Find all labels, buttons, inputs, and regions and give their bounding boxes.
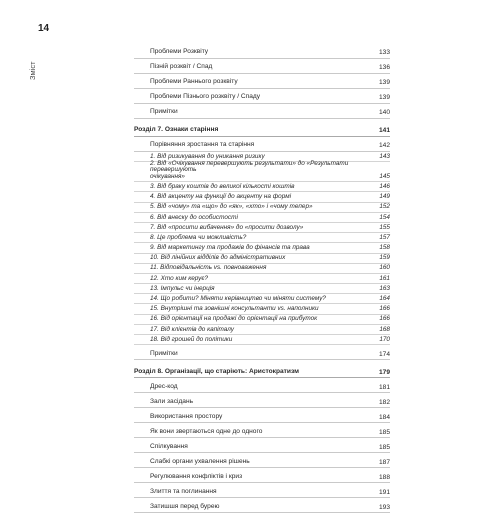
toc-entry-title: 8. Це проблема чи можливість? <box>150 233 247 241</box>
toc-entry-title: Розділ 8. Організації, що старіють: Аристократизм <box>134 367 299 375</box>
toc-page-number: 185 <box>378 443 390 451</box>
toc-entry-title: Примітки <box>150 108 178 116</box>
toc-page-number: 154 <box>379 213 390 221</box>
toc-subsection-row <box>134 159 390 182</box>
toc-page-number: 185 <box>378 428 390 436</box>
toc-page-number: 146 <box>379 182 390 190</box>
toc-entry-title: Використання простору <box>150 412 223 420</box>
toc-subsection-row <box>134 203 390 213</box>
toc-section-row <box>134 59 390 74</box>
toc-entry-title: 6. Від внеску до особистості <box>150 213 238 221</box>
toc-entry-title: 9. Від маркетингу та продажів до фінансів та права <box>150 244 310 252</box>
toc-page-number: 149 <box>379 193 390 201</box>
toc-page-number: 187 <box>378 458 390 466</box>
toc-page-number: 155 <box>379 223 390 231</box>
toc-page-number: 158 <box>379 244 390 252</box>
toc-entry-title: Розділ 7. Ознаки старіння <box>134 126 219 134</box>
toc-page-number: 182 <box>378 398 390 406</box>
toc-entry-title: Проблеми Пізнього розквіту / Спаду <box>150 93 261 101</box>
toc-section-row <box>134 378 390 393</box>
toc-entry-title: 12. Хто ким керує? <box>150 274 209 282</box>
toc-page-number: 160 <box>379 264 390 272</box>
toc-section-row <box>134 44 390 59</box>
toc-entry-title: Злиття та поглинання <box>150 487 217 495</box>
toc-section-row <box>134 345 390 360</box>
toc-entry-title: Проблеми Розквіту <box>150 48 209 56</box>
toc-page-number: 133 <box>378 49 390 57</box>
toc-page-number: 140 <box>378 109 390 117</box>
toc-entry-title: 15. Внутрішні та зовнішні консультанти vs. наполники <box>150 305 319 313</box>
toc-entry-title: Дрес-код <box>150 382 178 390</box>
toc-entry-title: Затишшя перед бурею <box>150 502 220 510</box>
toc-page-number: 139 <box>378 94 390 102</box>
toc-page-number: 163 <box>379 284 390 292</box>
toc-section-row <box>134 453 390 468</box>
toc-entry-title: 2. Від «Очікування перевершують результати» до «Результати перевершують очікування» <box>150 159 349 180</box>
toc-page-number: 193 <box>378 503 390 511</box>
toc-page-number: 188 <box>378 473 390 481</box>
toc-section-row <box>134 483 390 498</box>
toc-subsection-row <box>134 233 390 243</box>
toc-page-number: 168 <box>379 325 390 333</box>
toc-subsection-row <box>134 192 390 202</box>
toc-entry-title: Пізній розквіт / Спад <box>150 63 213 71</box>
toc-entry-title: Примітки <box>150 349 178 357</box>
toc-section-row <box>134 137 390 152</box>
toc-section-row <box>134 468 390 483</box>
toc-entry-title: Як вони звертаються одне до одного <box>150 427 263 435</box>
toc-page-number: 164 <box>379 295 390 303</box>
toc-page-number: 143 <box>379 152 390 160</box>
toc-page-number: 159 <box>379 254 390 262</box>
toc-subsection-row <box>134 294 390 304</box>
toc-subsection-row <box>134 264 390 274</box>
toc-entry-title: 13. Імпульс чи інерція <box>150 284 215 292</box>
toc-page-number: 184 <box>378 413 390 421</box>
toc-section-row <box>134 408 390 423</box>
toc-page-number: 157 <box>379 233 390 241</box>
toc-section-row <box>134 393 390 408</box>
running-header-label: Зміст <box>28 61 37 80</box>
toc-entry-title: Проблеми Раннього розквіту <box>150 78 238 86</box>
toc-page-number: 142 <box>378 142 390 150</box>
toc-page-number: 136 <box>378 64 390 72</box>
table-of-contents <box>134 44 390 513</box>
toc-page-number: 152 <box>379 203 390 211</box>
toc-section-row <box>134 74 390 89</box>
toc-page-number: 166 <box>379 315 390 323</box>
toc-entry-title: 5. Від «чому» та «що» до «як», «хто» і «чому тепер» <box>150 203 313 211</box>
toc-section-row <box>134 423 390 438</box>
toc-page-number: 174 <box>378 350 390 358</box>
toc-subsection-row <box>134 223 390 233</box>
toc-subsection-row <box>134 213 390 223</box>
toc-entry-title: Зали засідань <box>150 397 194 405</box>
toc-entry-title: 18. Від грошей до політики <box>150 335 233 343</box>
toc-subsection-row <box>134 304 390 314</box>
toc-entry-title: 14. Що робити? Міняти керівництво чи міняти систему? <box>150 295 326 303</box>
toc-page-number: 179 <box>378 368 390 376</box>
toc-page-number: 170 <box>379 335 390 343</box>
toc-subsection-row <box>134 335 390 345</box>
toc-section-row <box>134 438 390 453</box>
toc-entry-title: 16. Від орієнтації на продажі до орієнтації на прибуток <box>150 315 318 323</box>
toc-subsection-row <box>134 284 390 294</box>
toc-section-row <box>134 104 390 119</box>
toc-section-row <box>134 89 390 104</box>
toc-subsection-row <box>134 182 390 192</box>
toc-chapter-row <box>134 122 390 137</box>
toc-subsection-row <box>134 243 390 253</box>
toc-subsection-row <box>134 274 390 284</box>
toc-entry-title: 10. Від лінійних відділів до адміністративних <box>150 254 286 262</box>
toc-entry-title: 17. Від клієнтів до капіталу <box>150 325 234 333</box>
toc-entry-title: 4. Від акценту на функції до акценту на формі <box>150 193 291 201</box>
toc-page-number: 166 <box>379 305 390 313</box>
toc-section-row <box>134 498 390 513</box>
toc-subsection-row <box>134 254 390 264</box>
toc-entry-title: 3. Від браку коштів до великої кількості коштів <box>150 182 295 190</box>
toc-chapter-row <box>134 363 390 378</box>
toc-entry-title: Слабкі органи ухвалення рішень <box>150 457 250 465</box>
toc-page-number: 191 <box>378 488 390 496</box>
toc-page-number: 139 <box>378 79 390 87</box>
toc-entry-title: Регулювання конфліктів і криз <box>150 472 243 480</box>
toc-page-number: 181 <box>378 383 390 391</box>
toc-page-number: 141 <box>378 127 390 135</box>
toc-subsection-row <box>134 315 390 325</box>
toc-page-number: 145 <box>379 172 390 180</box>
toc-page-number: 161 <box>379 274 390 282</box>
toc-entry-title: Спілкування <box>150 442 188 450</box>
toc-entry-title: 7. Від «просити вибачення» до «просити дозволу» <box>150 223 304 231</box>
toc-entry-title: 1. Від ризикування до уникання ризику <box>150 152 265 160</box>
toc-subsection-row <box>134 325 390 335</box>
toc-entry-title: 11. Відповідальність vs. повноваження <box>150 264 267 272</box>
toc-entry-title: Порівняння зростання та старіння <box>150 141 255 149</box>
page-number: 14 <box>38 23 50 34</box>
